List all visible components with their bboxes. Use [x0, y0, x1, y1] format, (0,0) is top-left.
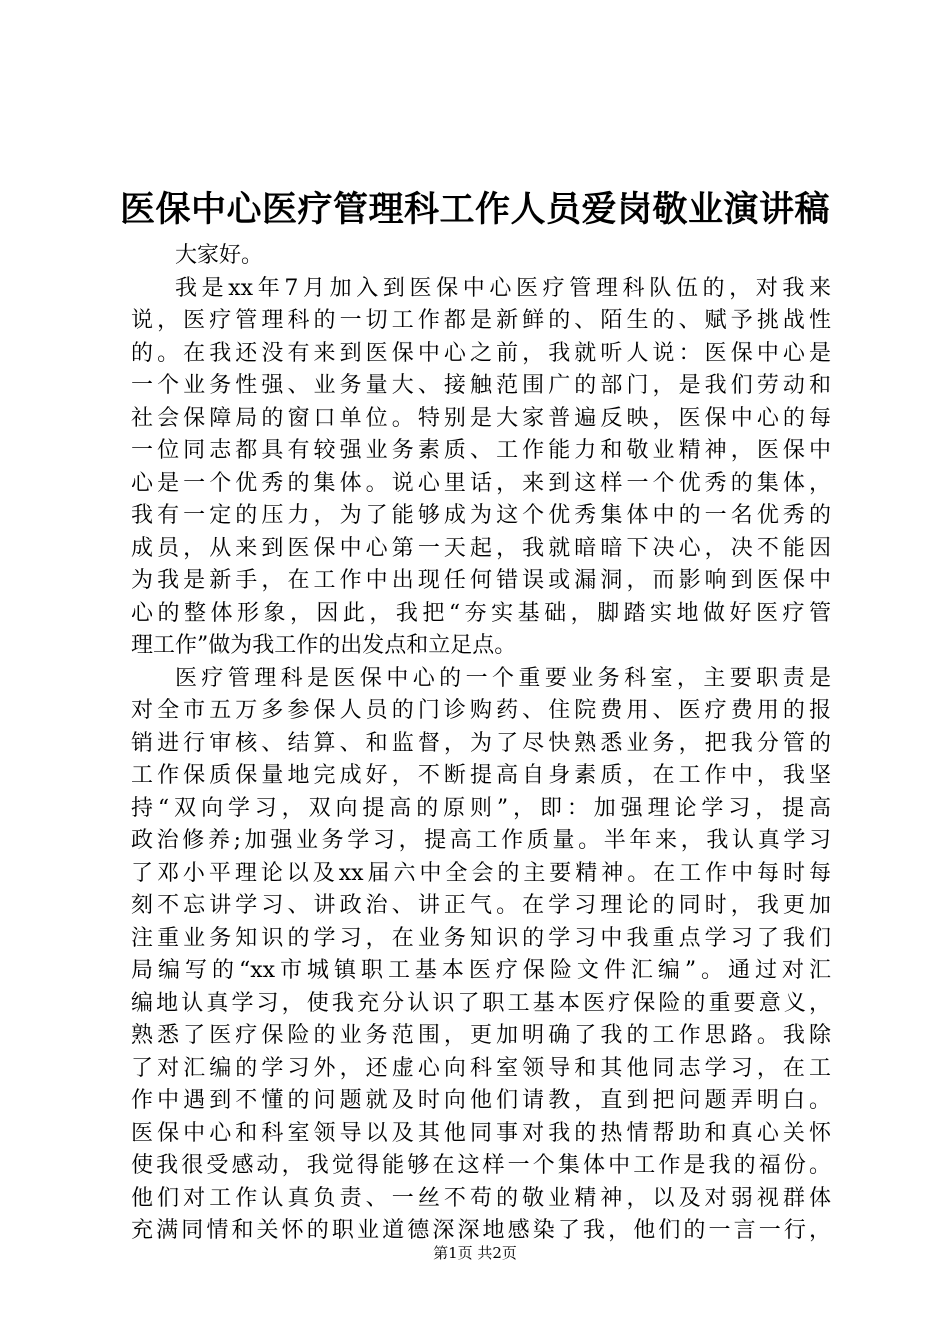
- paragraph-2-line: 工作保质保量地完成好，不断提高自身素质，在工作中，我坚: [131, 763, 831, 788]
- paragraph-2-line: 注重业务知识的学习，在业务知识的学习中我重点学习了我们: [131, 925, 831, 951]
- paragraph-2-line: 对全市五万多参保人员的门诊购药、住院费用、医疗费用的报: [131, 698, 831, 723]
- document-title: 医保中心医疗管理科工作人员爱岗敬业演讲稿: [119, 189, 830, 230]
- paragraph-1-line: 成员，从来到医保中心第一天起，我就暗暗下决心，决不能因: [131, 535, 831, 561]
- paragraph-2-line: 局编写的“xx市城镇职工基本医疗保险文件汇编”。通过对汇: [131, 958, 831, 983]
- paragraph-1-line: 一个业务性强、业务量大、接触范围广的部门，是我们劳动和: [131, 373, 831, 398]
- page-number-footer: 第1页 共2页: [433, 1244, 517, 1262]
- paragraph-1-line: 说，医疗管理科的一切工作都是新鲜的、陌生的、赋予挑战性: [131, 308, 831, 333]
- paragraph-2-line: 充满同情和关怀的职业道德深深地感染了我，他们的一言一行，: [131, 1218, 831, 1243]
- paragraph-1-line: 心是一个优秀的集体。说心里话，来到这样一个优秀的集体，: [131, 470, 831, 496]
- paragraph-1-line: 我有一定的压力，为了能够成为这个优秀集体中的一名优秀的: [131, 503, 831, 528]
- paragraph-2-line: 刻不忘讲学习、讲政治、讲正气。在学习理论的同时，我更加: [131, 893, 831, 918]
- paragraph-1-line: 一位同志都具有较强业务素质、工作能力和敬业精神，医保中: [131, 438, 831, 463]
- paragraph-2-line: 编地认真学习，使我充分认识了职工基本医疗保险的重要意义，: [131, 990, 831, 1016]
- paragraph-2-line: 熟悉了医疗保险的业务范围，更加明确了我的工作思路。我除: [131, 1023, 831, 1048]
- paragraph-2-line: 医疗管理科是医保中心的一个重要业务科室，主要职责是: [175, 665, 831, 691]
- paragraph-1-line: 我是xx年7月加入到医保中心医疗管理科队伍的，对我来: [175, 275, 831, 301]
- paragraph-2-line: 了邓小平理论以及xx届六中全会的主要精神。在工作中每时每: [131, 860, 831, 886]
- document-body: [131, 240, 831, 1248]
- paragraph-2-line: 使我很受感动，我觉得能够在这样一个集体中工作是我的福份。: [131, 1153, 831, 1178]
- paragraph-2-line: 了对汇编的学习外，还虚心向科室领导和其他同志学习，在工: [131, 1055, 831, 1081]
- paragraph-2-line: 医保中心和科室领导以及其他同事对我的热情帮助和真心关怀: [131, 1120, 831, 1146]
- paragraph-1-line: 社会保障局的窗口单位。特别是大家普遍反映，医保中心的每: [131, 405, 831, 431]
- paragraph-2-line: 他们对工作认真负责、一丝不苟的敬业精神，以及对弱视群体: [131, 1185, 831, 1211]
- paragraph-2-line: 销进行审核、结算、和监督，为了尽快熟悉业务，把我分管的: [131, 730, 831, 756]
- greeting-line: 大家好。: [175, 243, 264, 268]
- paragraph-1-line: 理工作”做为我工作的出发点和立足点。: [131, 633, 517, 658]
- paragraph-2-line: 持“双向学习，双向提高的原则”，即：加强理论学习，提高: [131, 795, 831, 821]
- paragraph-2-line: 作中遇到不懂的问题就及时向他们请教，直到把问题弄明白。: [131, 1088, 831, 1113]
- paragraph-1-line: 心的整体形象，因此，我把“夯实基础，脚踏实地做好医疗管: [131, 600, 831, 626]
- paragraph-1-line: 的。在我还没有来到医保中心之前，我就听人说：医保中心是: [131, 340, 831, 366]
- paragraph-1-line: 为我是新手，在工作中出现任何错误或漏洞，而影响到医保中: [131, 568, 831, 593]
- paragraph-2-line: 政治修养;加强业务学习，提高工作质量。半年来，我认真学习: [131, 828, 831, 853]
